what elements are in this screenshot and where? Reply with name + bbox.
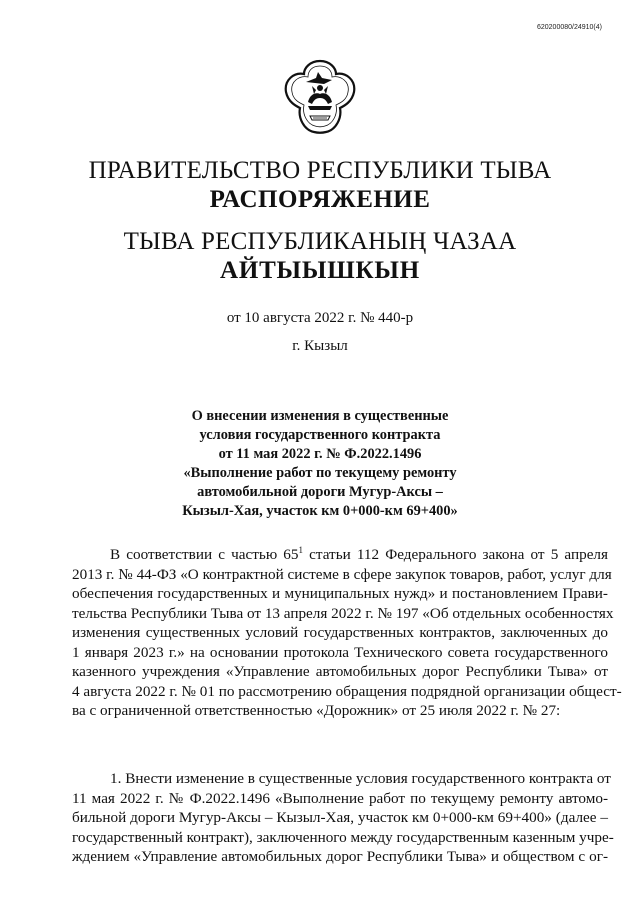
act-type-tuvan: АЙТЫЫШКЫН [219,257,421,284]
paragraph-line: 1. Внести изменение в существенные условия государственного контракта от [110,770,611,787]
title-line: от 11 мая 2022 г. № Ф.2022.1496 [218,446,422,462]
title-line: условия государственного контракта [199,427,441,443]
preamble-text: статьи 112 Федерального закона от 5 апреля [303,546,609,563]
paragraph-line [72,545,608,565]
preamble-paragraph [72,544,622,721]
act-type-russian: РАСПОРЯЖЕНИЕ [209,186,431,213]
superscript: 1 [298,544,303,555]
paragraph-line: ва с ограниченной ответственностью «Дорожник» от 25 июля 2022 г. № 27: [72,702,561,719]
coat-of-arms-emblem [280,58,360,138]
paragraph-line: тельства Республики Тыва от 13 апреля 2022 г. № 197 «Об отдельных особенностях [72,604,614,622]
paragraph-line: ждением «Управление автомобильных дорог Республики Тыва» и обществом с ог- [72,848,608,865]
title-line: Кызыл-Хая, участок км 0+000-км 69+400» [182,503,458,519]
government-name-tuvan: ТЫВА РЕСПУБЛИКАНЫҢ ЧАЗАА [123,228,517,255]
paragraph-line: 11 мая 2022 г. № Ф.2022.1496 «Выполнение работ по текущему ремонту автомо- [72,789,608,807]
paragraph-line: изменения существенных условий государственных контрактов, заключенных до [72,624,608,641]
paragraph-line: обеспечения государственных и муниципальных нужд» и постановлением Прави- [72,585,608,602]
paragraph-line: государственный контракт), заключенного между государственным казенным учре- [72,828,614,846]
paragraph-line: 1 января 2023 г.» на основании протокола Технического совета государственного [72,643,608,661]
paragraph-line: 2013 г. № 44-ФЗ «О контрактной системе в сфере закупок товаров, работ, услуг для [72,565,612,583]
title-line: автомобильной дороги Мугур-Аксы – [197,484,443,500]
paragraph-line: казенного учреждения «Управление автомобильных дорог Республики Тыва» от [72,663,608,680]
clause-1-paragraph [72,769,614,867]
title-line: «Выполнение работ по текущему ремонту [183,465,457,481]
document-title [120,407,520,521]
document-city: г. Кызыл [292,338,348,354]
preamble-text: В соответствии с частью 65 [110,546,299,563]
government-name-russian: ПРАВИТЕЛЬСТВО РЕСПУБЛИКИ ТЫВА [88,157,552,184]
document-id: 620200080/24910(4) [536,24,602,31]
paragraph-line: 4 августа 2022 г. № 01 по рассмотрению обращения подрядной организации общест- [72,682,622,700]
document-date-number: от 10 августа 2022 г. № 440-р [226,310,414,326]
paragraph-line: бильной дороги Мугур-Аксы – Кызыл-Хая, участок км 0+000-км 69+400» (далее – [72,809,608,826]
title-line: О внесении изменения в существенные [191,408,449,424]
